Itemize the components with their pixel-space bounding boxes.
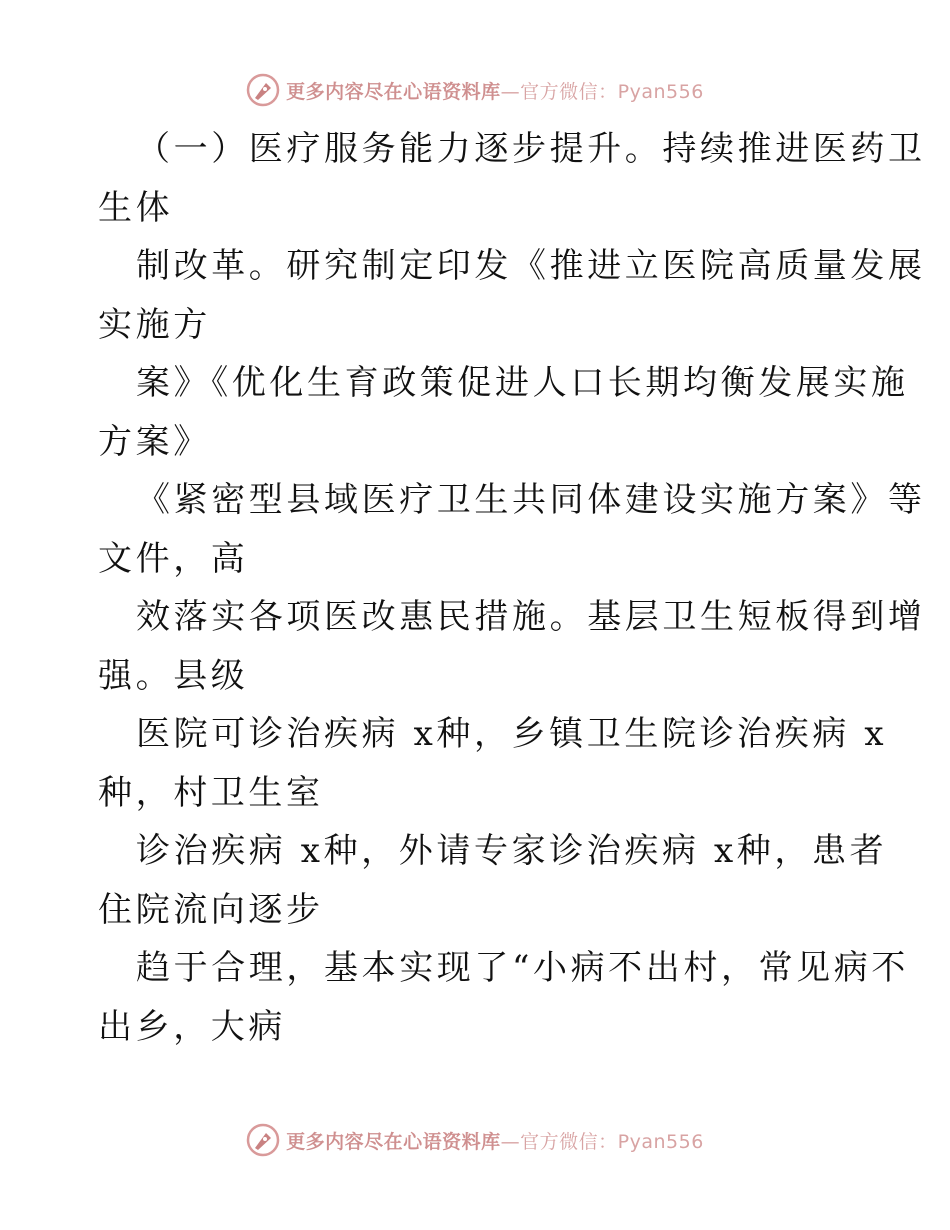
paragraph-line: 案》《优化生育政策促进人口长期均衡发展实施 [136, 363, 909, 403]
paragraph-line: （一）医疗服务能力逐步提升。持续推进医药卫 [136, 129, 926, 169]
paragraph-line: 医院可诊治疾病 x种，乡镇卫生院诊治疾病 x [136, 714, 888, 754]
paragraph-line: 制改革。研究制定印发《推进立医院高质量发展 [136, 246, 926, 286]
paragraph-line: 《紧密型县域医疗卫生共同体建设实施方案》等 [136, 480, 926, 520]
pen-nib-logo-icon [246, 73, 280, 107]
watermark-text: 更多内容尽在心语资料库—官方微信：Pyan556 [286, 1130, 704, 1153]
watermark-text: 更多内容尽在心语资料库—官方微信：Pyan556 [286, 80, 704, 103]
paragraph-line: 方案》 [98, 421, 211, 462]
paragraph-line: 生体 [98, 187, 174, 228]
pen-nib-logo-icon [246, 1123, 280, 1157]
paragraph-line: 出乡，大病 [98, 1006, 286, 1047]
paragraph-line: 强。县级 [98, 655, 249, 696]
paragraph-line: 文件，高 [98, 538, 249, 579]
paragraph-line: 趋于合理，基本实现了“小病不出村，常见病不 [136, 948, 909, 988]
paragraph-line: 种，村卫生室 [98, 772, 324, 813]
footer-watermark [0, 1120, 950, 1160]
paragraph-line: 诊治疾病 x种，外请专家诊治疾病 x种，患者 [136, 831, 888, 871]
document-body [98, 120, 926, 1056]
paragraph-line: 效落实各项医改惠民措施。基层卫生短板得到增 [136, 597, 926, 637]
header-watermark [0, 70, 950, 110]
paragraph-line: 实施方 [98, 304, 211, 345]
paragraph-line: 住院流向逐步 [98, 889, 324, 930]
